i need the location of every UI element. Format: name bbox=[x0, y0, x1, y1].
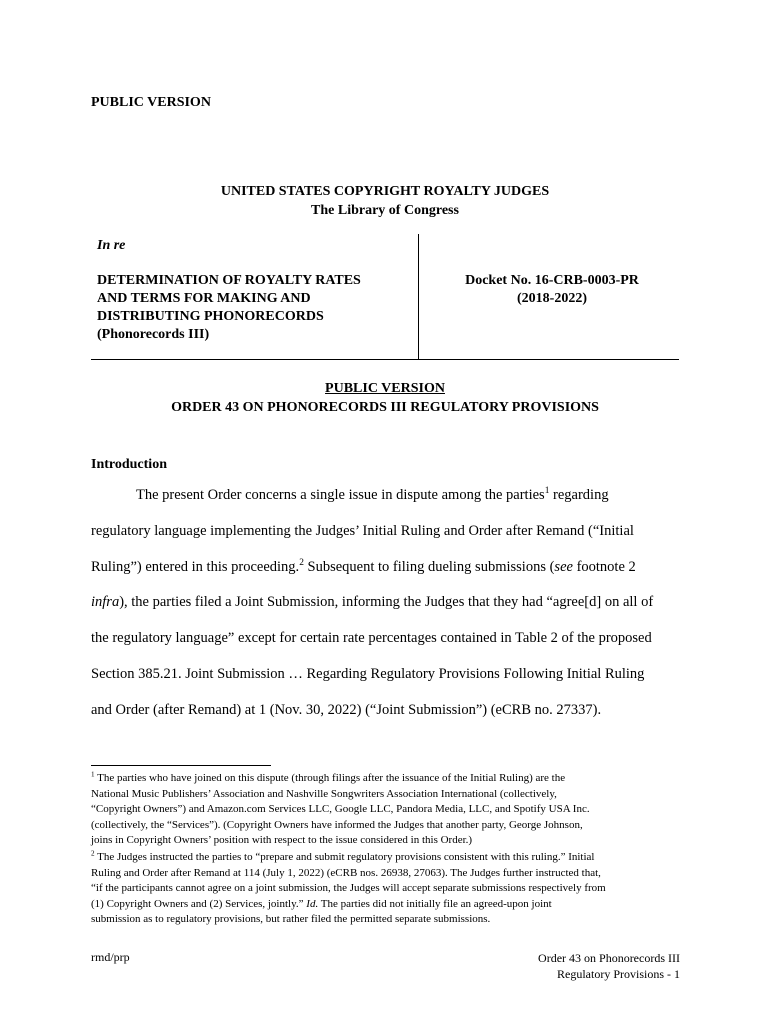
caption-divider-vertical bbox=[418, 234, 419, 359]
footnote-number: 1 bbox=[91, 770, 95, 779]
footnote-italic: Id. bbox=[306, 897, 319, 910]
footnote-text: The parties did not initially file an agreed-upon joint bbox=[318, 897, 552, 910]
body-text: footnote 2 bbox=[572, 559, 636, 575]
body-line: and Order (after Remand) at 1 (Nov. 30, 2022) (“Joint Submission”) (eCRB no. 27337). bbox=[91, 702, 602, 718]
footnote-ref-1[interactable]: 1 bbox=[544, 486, 550, 497]
matter-title bbox=[97, 272, 361, 344]
footnote-text: joins in Copyright Owners’ position with respect to the issue considered in this Order.) bbox=[91, 834, 473, 846]
body-text: regarding bbox=[549, 487, 609, 503]
body-line bbox=[136, 487, 683, 504]
body-italic: infra bbox=[91, 594, 120, 610]
body-line: the regulatory language” except for certain rate percentages contained in Table 2 of the proposed bbox=[91, 630, 652, 646]
docket-period: (2018-2022) bbox=[517, 291, 587, 306]
footnote-rule bbox=[91, 765, 271, 766]
agency-block bbox=[0, 182, 770, 220]
footnote-text: The parties who have joined on this dispute (through filings after the issuance of the Initial Ruling) are the bbox=[94, 772, 566, 784]
agency-subtitle: The Library of Congress bbox=[311, 203, 459, 218]
matter-line: DETERMINATION OF ROYALTY RATES bbox=[97, 273, 361, 288]
footnote-ref-2[interactable]: 2 bbox=[299, 558, 304, 569]
body-line bbox=[91, 559, 683, 576]
agency-name: UNITED STATES COPYRIGHT ROYALTY JUDGES bbox=[220, 184, 550, 199]
docket-block bbox=[425, 272, 679, 308]
body-line: regulatory language implementing the Judges’ Initial Ruling and Order after Remand (“Initial bbox=[91, 523, 634, 539]
in-re-label: In re bbox=[97, 238, 126, 253]
docket-number: Docket No. 16-CRB-0003-PR bbox=[465, 273, 639, 288]
footer-title-line: Regulatory Provisions - 1 bbox=[557, 967, 680, 981]
body-italic: see bbox=[554, 559, 573, 575]
footnote-1 bbox=[91, 771, 683, 849]
footer-initials: rmd/prp bbox=[91, 950, 130, 964]
section-heading: Introduction bbox=[91, 457, 167, 472]
body-line: Section 385.21. Joint Submission … Regarding Regulatory Provisions Following Initial Ruling bbox=[91, 666, 645, 682]
public-version-header: PUBLIC VERSION bbox=[91, 95, 211, 110]
footnote-text: (1) Copyright Owners and (2) Services, jointly.” bbox=[91, 897, 307, 910]
footer-title-line: Order 43 on Phonorecords III bbox=[538, 951, 680, 965]
body-text: Ruling”) entered in this proceeding. bbox=[91, 559, 300, 575]
order-title: ORDER 43 ON PHONORECORDS III REGULATORY PROVISIONS bbox=[171, 400, 599, 415]
footnote-text: “Copyright Owners”) and Amazon.com Services LLC, Google LLC, Pandora Media, LLC, and Spotify USA Inc. bbox=[91, 803, 590, 815]
matter-line: (Phonorecords III) bbox=[97, 327, 210, 342]
footnote-text: Ruling and Order after Remand at 114 (July 1, 2022) (eCRB nos. 26938, 27063). The Judges further instructed that, bbox=[91, 866, 601, 879]
footnote-text: “if the participants cannot agree on a joint submission, the Judges will accept separate submissions respectively from bbox=[91, 882, 606, 894]
footnote-2 bbox=[91, 850, 683, 928]
footnote-text: The Judges instructed the parties to “prepare and submit regulatory provisions consistent with this ruling.” Initial bbox=[94, 851, 595, 863]
matter-line: DISTRIBUTING PHONORECORDS bbox=[97, 309, 324, 324]
matter-line: AND TERMS FOR MAKING AND bbox=[97, 291, 311, 306]
order-public-version: PUBLIC VERSION bbox=[325, 381, 445, 396]
footnote-text: (collectively, the “Services”). (Copyright Owners have informed the Judges that another party, George Johnson, bbox=[91, 818, 583, 831]
footnote-number: 2 bbox=[91, 849, 95, 858]
body-line bbox=[91, 594, 683, 611]
body-text: The present Order concerns a single issue in dispute among the parties bbox=[136, 487, 545, 503]
footnote-text: National Music Publishers’ Association and Nashville Songwriters Association International (collectively, bbox=[91, 787, 557, 800]
footnote-text: submission as to regulatory provisions, but rather filed the permitted separate submissions. bbox=[91, 913, 491, 925]
order-title-block bbox=[0, 379, 770, 417]
footer-title bbox=[538, 950, 680, 982]
body-text: ), the parties filed a Joint Submission, informing the Judges that they had “agree[d] on all of bbox=[119, 594, 654, 610]
body-text: Subsequent to filing dueling submissions ( bbox=[303, 559, 555, 575]
caption-divider-horizontal bbox=[91, 359, 679, 360]
